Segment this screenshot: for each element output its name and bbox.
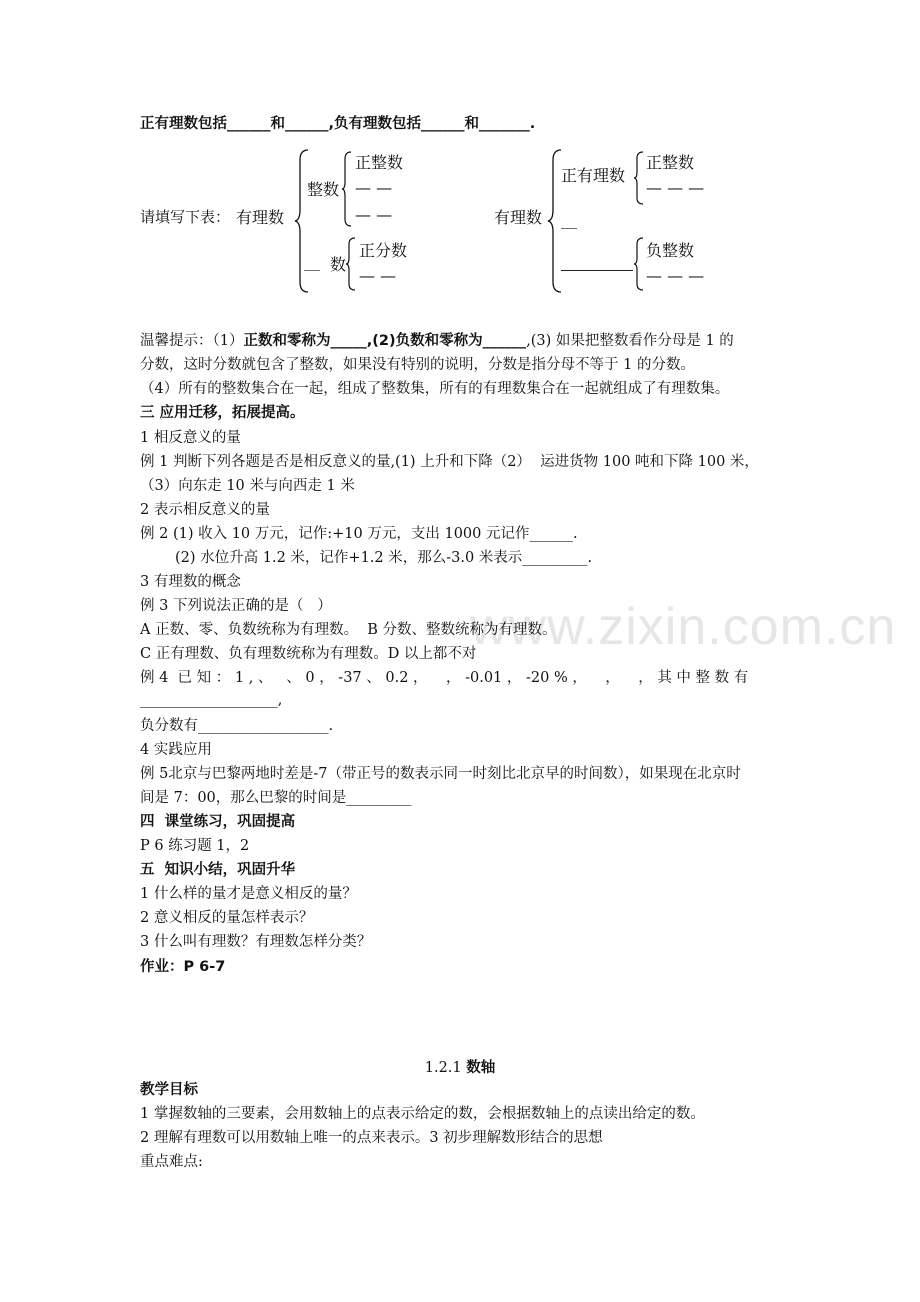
right-positive-child-1: 正整数	[646, 153, 695, 172]
example-5-line-1: 例 5北京与巴黎两地时差是-7（带正号的数表示同一时刻比北京早的时间数），如果现在北京时	[140, 766, 741, 782]
left-integer-brace	[341, 150, 353, 228]
right-negative-blank	[561, 270, 633, 271]
homework: 作业：P 6-7	[140, 959, 226, 975]
left-fraction-brace	[345, 236, 357, 292]
summary-question-2: 2 意义相反的量怎样表示？	[140, 910, 314, 926]
right-root-label: 有理数	[494, 208, 543, 227]
example-3: 例 3 下列说法正确的是（ ）	[140, 598, 332, 614]
tip-line-1	[140, 331, 734, 351]
tip-suffix: ,(3) 如果把整数看作分母是 1 的	[526, 333, 734, 349]
example-4-line-1: 例 4 已 知 ： 1 , 、 、 0 ， -37 、 0.2 ， ， -0.01 ， -20 % ， ， ， 其 中 整 数 有	[140, 670, 749, 686]
subsection-4: 4 实践应用	[140, 742, 212, 758]
tip-bold: 正数和零称为_____,(2)负数和零称为______	[243, 333, 527, 349]
fill-table-prefix: 请填写下表：	[140, 208, 231, 226]
right-negative-brace	[633, 236, 645, 292]
section-title-number: 1.2.1	[424, 1060, 467, 1076]
example-5-line-2: 间是 7：00，那么巴黎的时间是_________	[140, 790, 412, 806]
right-middle-blank: __	[561, 210, 577, 229]
goal-2: 2 理解有理数可以用数轴上唯一的点来表示。3 初步理解数形结合的思想	[140, 1130, 603, 1146]
left-root-label: 有理数	[236, 208, 285, 227]
subsection-1: 1 相反意义的量	[140, 430, 241, 446]
example-4-line-3: 负分数有__________________.	[140, 718, 334, 734]
right-negative-child-2: — — —	[646, 266, 705, 285]
right-positive-child-2: — — —	[646, 178, 705, 197]
left-integer-child-2: — —	[355, 178, 393, 197]
example-2-line-2: (2) 水位升高 1.2 米，记作+1.2 米，那么-3.0 米表示_________.	[175, 550, 593, 566]
example-3-options-ab: A 正数、零、负数统称为有理数。 B 分数、整数统称为有理数。	[140, 622, 557, 638]
watermark: www.zixin.com.cn	[470, 598, 897, 656]
section-5-title: 五 知识小结，巩固升华	[140, 862, 296, 878]
section-4-title: 四 课堂练习，巩固提高	[140, 814, 296, 830]
summary-question-3: 3 什么叫有理数？有理数怎样分类？	[140, 934, 372, 950]
key-points-label: 重点难点:	[140, 1154, 203, 1170]
tip-line-3: （4）所有的整数集合在一起，组成了整数集，所有的有理数集合在一起就组成了有理数集。	[140, 381, 730, 397]
section-3-title: 三 应用迁移，拓展提高。	[140, 405, 305, 421]
left-fraction-blank: __	[304, 252, 320, 271]
left-integer-child-1: 正整数	[355, 153, 404, 172]
left-integer-label: 整数	[307, 180, 340, 199]
left-fraction-label: 数	[330, 255, 347, 274]
right-negative-child-1: 负整数	[646, 241, 695, 260]
tip-line-2: 分数，这时分数就包含了整数，如果没有特别的说明，分数是指分母不等于 1 的分数。	[140, 357, 695, 373]
section-title	[0, 1056, 920, 1077]
section-4-body: P 6 练习题 1，2	[140, 838, 250, 854]
right-positive-brace	[633, 150, 645, 206]
goal-1: 1 掌握数轴的三要素，会用数轴上的点表示给定的数，会根据数轴上的点读出给定的数。	[140, 1106, 705, 1122]
subsection-2: 2 表示相反意义的量	[140, 502, 270, 518]
section-title-text: 数轴	[466, 1060, 496, 1076]
goals-title: 教学目标	[140, 1082, 198, 1098]
summary-question-1: 1 什么样的量才是意义相反的量？	[140, 886, 357, 902]
tip-prefix: 温馨提示：（1）	[140, 333, 244, 349]
subsection-3: 3 有理数的概念	[140, 574, 241, 590]
left-root-brace	[294, 148, 310, 294]
left-fraction-child-2: — —	[359, 266, 397, 285]
intro-line: 正有理数包括______和______,负有理数包括______和_______.	[140, 116, 536, 132]
example-1-line-2: （3）向东走 10 米与向西走 1 米	[140, 478, 355, 494]
right-positive-label: 正有理数	[561, 166, 626, 185]
example-4-line-2: ___________________,	[140, 692, 283, 708]
left-fraction-child-1: 正分数	[359, 241, 408, 260]
left-integer-child-3: — —	[355, 205, 393, 224]
example-1-line-1: 例 1 判断下列各题是否是相反意义的量,(1) 上升和下降（2） 运进货物 100 吨和下降 100 米，	[140, 454, 759, 470]
example-3-options-cd: C 正有理数、负有理数统称为有理数。D 以上都不对	[140, 646, 477, 662]
example-2-line-1: 例 2 (1) 收入 10 万元，记作:+10 万元，支出 1000 元记作______.	[140, 526, 578, 542]
